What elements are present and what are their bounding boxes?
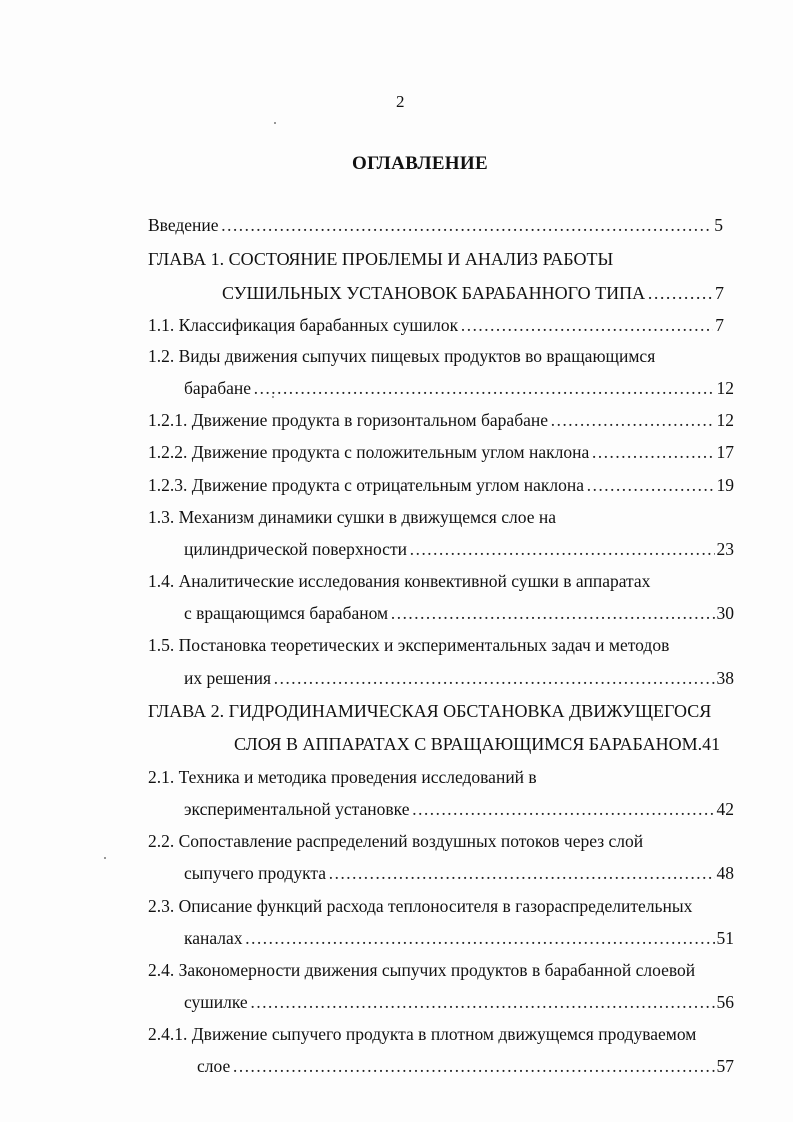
toc-entry — [148, 506, 556, 528]
toc-entry-text: барабане — [184, 378, 251, 398]
toc-leader-dots — [273, 667, 714, 689]
toc-entry-page: 17 — [716, 442, 734, 462]
toc-entry-page: 12 — [716, 378, 734, 398]
toc-entry-page: 30 — [716, 603, 734, 623]
toc-entry-text: 1.2.2. Движение продукта с положительным углом наклона — [148, 442, 590, 462]
toc-entry-page: 57 — [716, 1056, 734, 1076]
toc-leader-dots — [245, 927, 715, 949]
toc-entry — [184, 377, 734, 399]
scan-speck — [274, 122, 276, 124]
toc-entry-text: Введение — [148, 215, 219, 235]
toc-entry-text: 2.4. Закономерности движения сыпучих продуктов в барабанной слоевой — [148, 960, 696, 980]
toc-entry-text: экспериментальной установке — [184, 799, 410, 819]
toc-entry-text: 1.4. Аналитические исследования конвективной сушки в аппаратах — [148, 571, 651, 591]
toc-entry-page: 12 — [716, 410, 734, 430]
toc-entry — [148, 345, 655, 367]
toc-leader-dots — [550, 409, 715, 431]
toc-entry — [148, 441, 734, 463]
toc-leader-dots — [328, 862, 715, 884]
toc-entry — [148, 214, 723, 236]
toc-leader-dots — [460, 314, 713, 336]
toc-entry-text: каналах — [184, 928, 243, 948]
toc-entry — [184, 538, 734, 560]
toc-entry-page: 7 — [715, 315, 724, 335]
toc-entry-text: их решения — [184, 668, 272, 688]
toc-entry — [184, 602, 734, 624]
toc-entry — [197, 1055, 734, 1077]
toc-entry-text: 1.3. Механизм динамики сушки в движущемся слое на — [148, 507, 556, 527]
toc-entry — [148, 959, 695, 981]
toc-entry-text: цилиндрической поверхности — [184, 539, 407, 559]
toc-entry-page: 48 — [716, 863, 734, 883]
toc-entry — [184, 991, 734, 1013]
toc-entry-page: 42 — [716, 799, 734, 819]
toc-entry-text: 2.3. Описание функций расхода теплоносителя в газораспределительных — [148, 896, 693, 916]
page-title: ОГЛАВЛЕНИЕ — [352, 153, 488, 174]
toc-leader-dots — [390, 602, 714, 624]
toc-entry-page: 19 — [716, 475, 734, 495]
toc-entry-text: 1.2. Виды движения сыпучих пищевых продуктов во вращающимся — [148, 346, 656, 366]
toc-entry — [184, 862, 734, 884]
toc-chapter-heading — [148, 248, 613, 270]
toc-entry-text: 1.5. Постановка теоретических и экспериментальных задач и методов — [148, 635, 670, 655]
toc-entry — [148, 766, 537, 788]
page-number: 2 — [396, 92, 405, 111]
toc-entry — [148, 1023, 696, 1045]
toc-entry-text: 1.1. Классификация барабанных сушилок — [148, 315, 459, 335]
toc-entry — [184, 798, 734, 820]
toc-entry-text: сушилке — [184, 992, 248, 1012]
toc-leader-dots — [232, 1055, 714, 1077]
toc-entry-page: 7 — [715, 283, 724, 303]
toc-entry-text: с вращающимся барабаном — [184, 603, 389, 623]
toc-entry — [184, 667, 734, 689]
toc-entry-page: 38 — [716, 668, 734, 688]
toc-entry-text: 2.1. Техника и методика проведения исследований в — [148, 767, 537, 787]
toc-entry-text: сыпучего продукта — [184, 863, 326, 883]
toc-leader-dots — [253, 377, 715, 399]
toc-entry-text: 2.2. Сопоставление распределений воздушных потоков через слой — [148, 831, 644, 851]
toc-entry-page: 23 — [716, 539, 734, 559]
toc-chapter-heading — [148, 700, 711, 722]
toc-leader-dots — [409, 538, 715, 560]
toc-entry-text: 2.4.1. Движение сыпучего продукта в плотном движущемся продуваемом — [148, 1024, 697, 1044]
toc-entry-page: 51 — [716, 928, 734, 948]
toc-leader-dots — [591, 441, 714, 463]
toc-entry-text: СУШИЛЬНЫХ УСТАНОВОК БАРАБАННОГО ТИПА — [222, 283, 646, 303]
toc-entry — [148, 409, 734, 431]
toc-entry — [148, 895, 692, 917]
toc-entry — [148, 474, 734, 496]
toc-entry-text: слое — [197, 1056, 231, 1076]
toc-entry — [148, 314, 724, 336]
toc-entry-text: ГЛАВА 1. СОСТОЯНИЕ ПРОБЛЕМЫ И АНАЛИЗ РАБОТЫ — [148, 249, 614, 269]
toc-entry-text: ГЛАВА 2. ГИДРОДИНАМИЧЕСКАЯ ОБСТАНОВКА ДВИЖУЩЕГОСЯ — [148, 701, 712, 721]
toc-leader-dots — [250, 991, 715, 1013]
toc-entry — [148, 634, 669, 656]
toc-entry — [148, 830, 643, 852]
toc-leader-dots — [647, 282, 713, 304]
toc-entry — [184, 927, 734, 949]
toc-chapter-heading — [234, 733, 720, 755]
toc-entry-text: 1.2.1. Движение продукта в горизонтальном барабане — [148, 410, 548, 430]
toc-entry-page: 56 — [716, 992, 734, 1012]
toc-entry-page: 5 — [714, 215, 723, 235]
scan-speck — [272, 396, 274, 398]
scan-speck — [104, 857, 106, 859]
toc-entry-text: СЛОЯ В АППАРАТАХ С ВРАЩАЮЩИМСЯ БАРАБАНОМ.41 — [234, 734, 721, 754]
toc-entry — [148, 570, 650, 592]
toc-leader-dots — [586, 474, 714, 496]
toc-chapter-heading — [222, 282, 724, 304]
toc-leader-dots — [412, 798, 715, 820]
toc-entry-text: 1.2.3. Движение продукта с отрицательным углом наклона — [148, 475, 585, 495]
toc-leader-dots — [221, 214, 713, 236]
